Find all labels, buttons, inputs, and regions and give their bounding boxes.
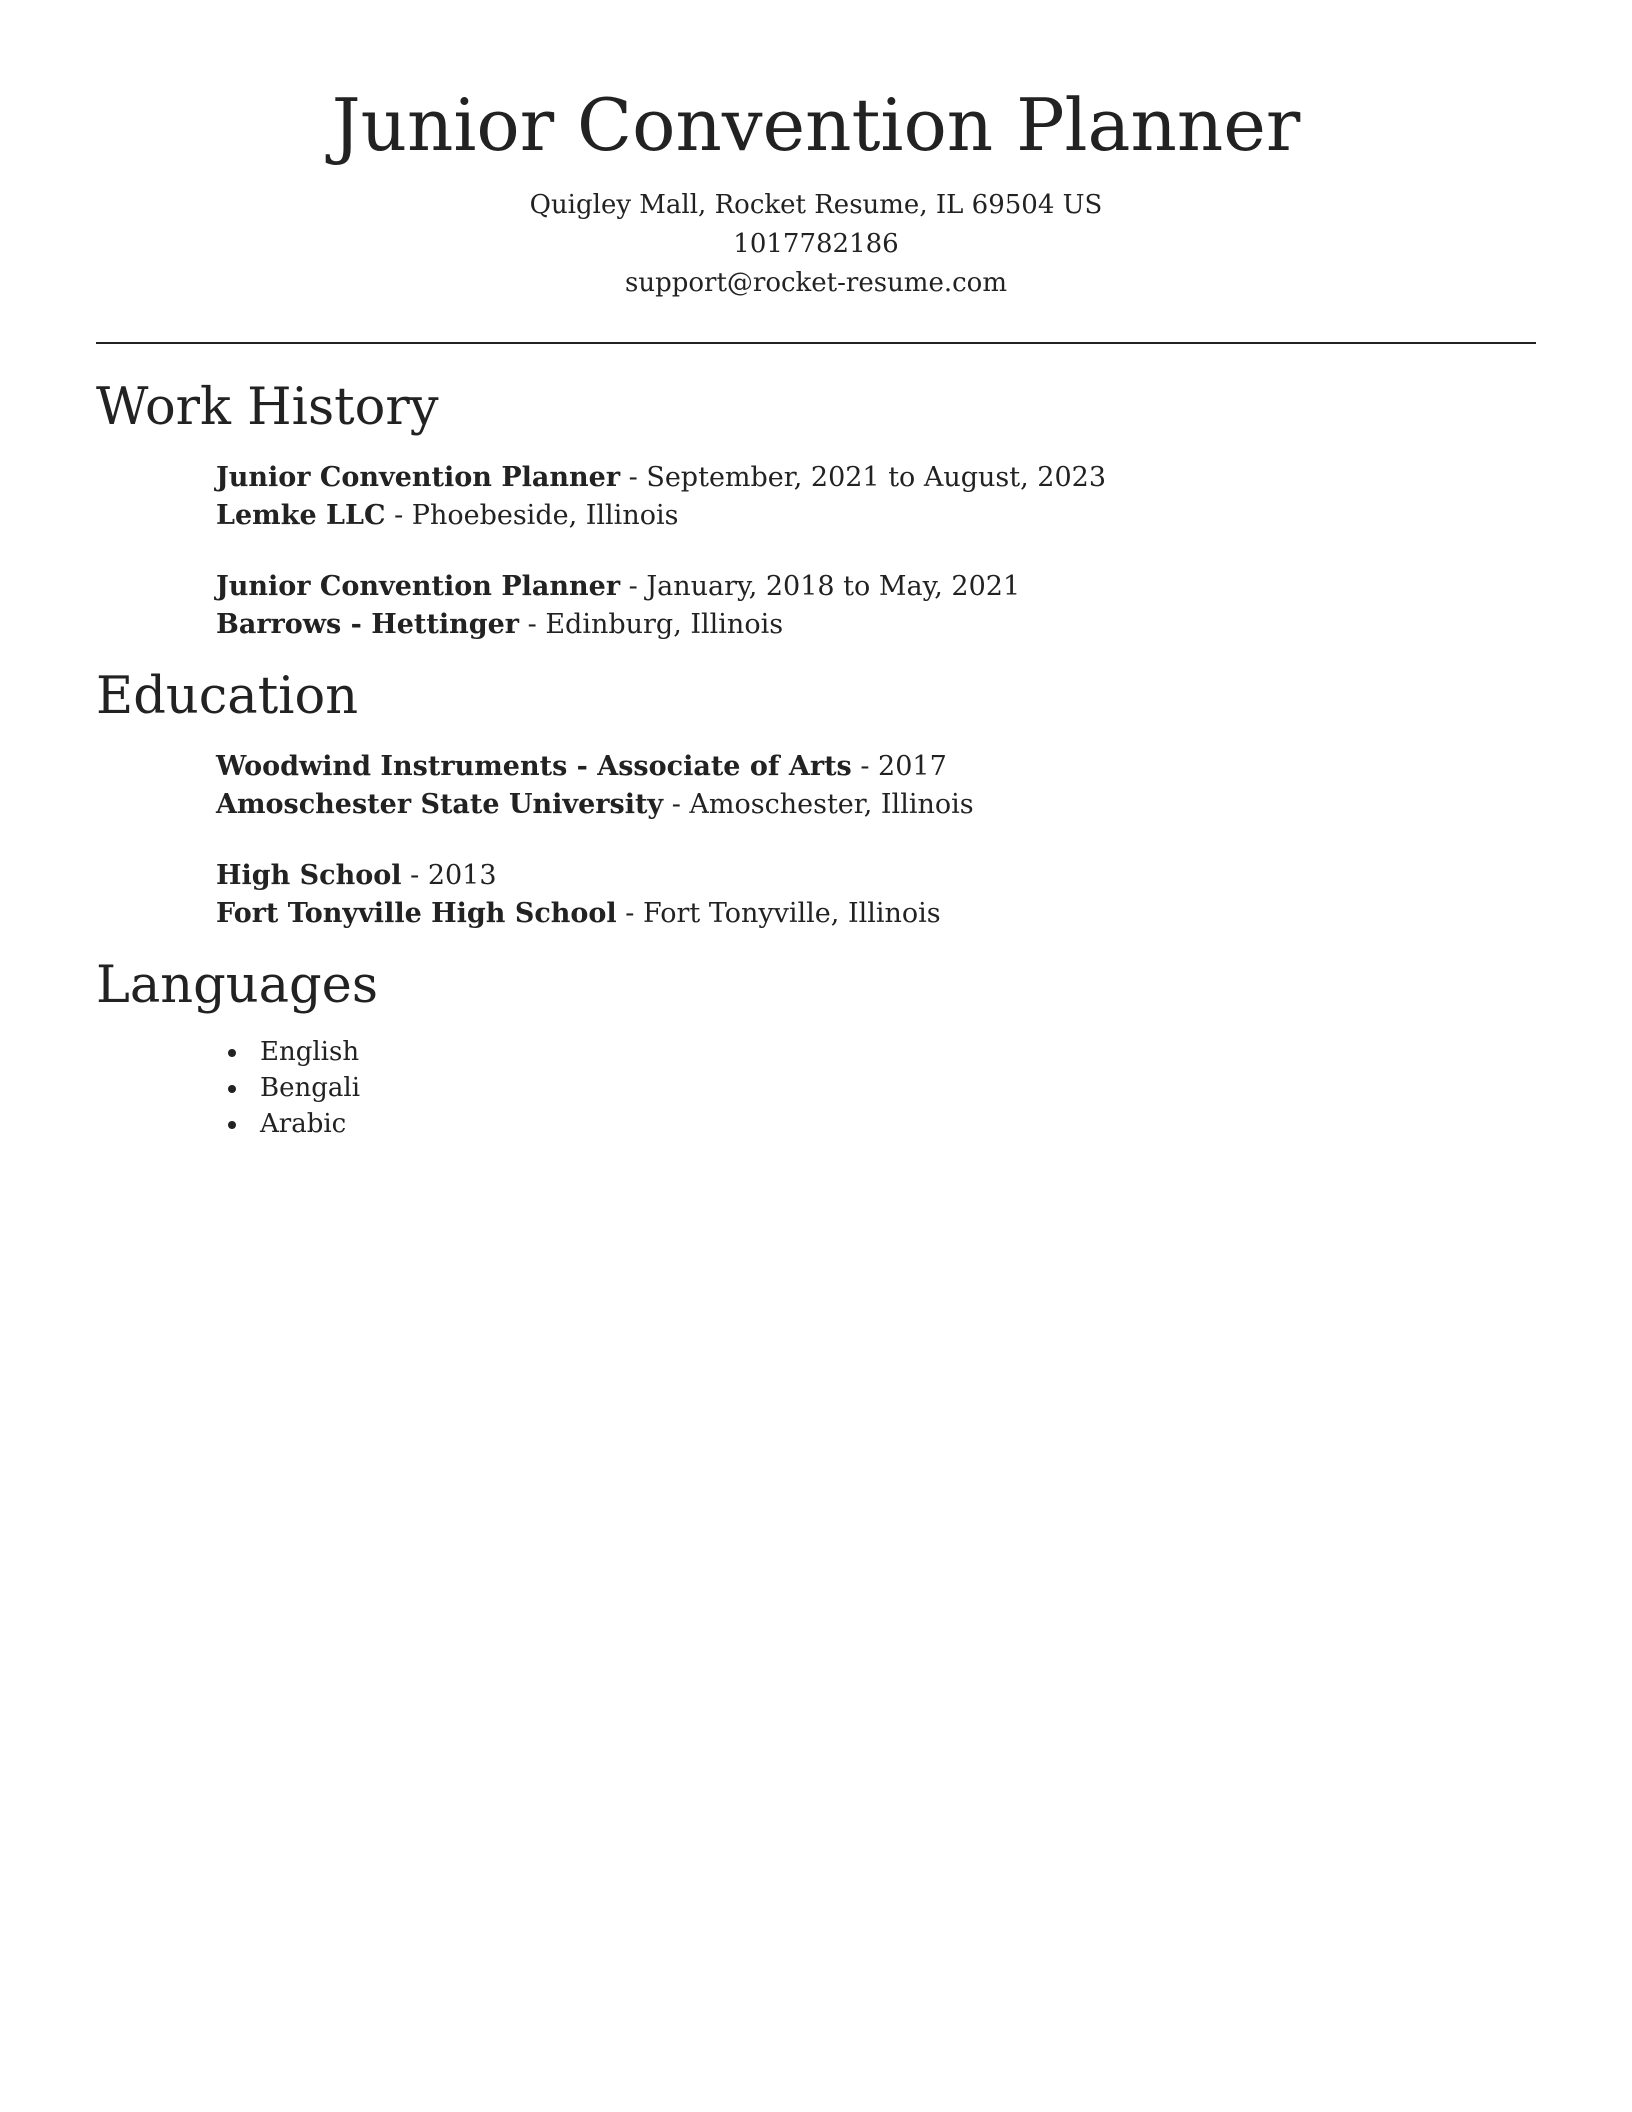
language-name: Bengali [260,1073,361,1103]
company-name: Barrows - Hettinger [216,609,520,640]
education-entry [216,857,941,933]
section-title-work-history: Work History [96,378,439,437]
languages-list [216,1034,360,1142]
graduation-year: - 2017 [851,751,947,782]
bullet-icon [228,1121,236,1129]
language-name: Arabic [260,1109,347,1139]
school-name: Amoschester State University [216,789,664,820]
address: Quigley Mall, Rocket Resume, IL 69504 US [529,190,1103,220]
bullet-icon [228,1085,236,1093]
degree: Woodwind Instruments - Associate of Arts [216,751,852,782]
job-title: Junior Convention Planner [216,462,621,493]
header-divider [96,342,1536,344]
section-title-languages: Languages [96,956,379,1015]
job-location: - Phoebeside, Illinois [385,500,679,531]
job-location: - Edinburg, Illinois [519,609,784,640]
job-title: Junior Convention Planner [216,571,621,602]
contact-info [96,186,1536,303]
email: support@rocket-resume.com [624,268,1007,298]
list-item [216,1034,360,1070]
work-entry [216,459,1106,535]
work-entry [216,568,1020,644]
candidate-name: Junior Convention Planner [331,83,1301,167]
language-name: English [260,1037,360,1067]
school-location: - Amoschester, Illinois [663,789,974,820]
phone: 1017782186 [733,229,899,259]
list-item [216,1106,360,1142]
company-name: Lemke LLC [216,500,386,531]
job-dates: - September, 2021 to August, 2023 [620,462,1107,493]
education-entry [216,748,974,824]
section-title-education: Education [96,667,359,726]
job-dates: - January, 2018 to May, 2021 [620,571,1021,602]
list-item [216,1070,360,1106]
degree: High School [216,860,402,891]
school-name: Fort Tonyville High School [216,898,617,929]
resume-header [96,80,1536,303]
graduation-year: - 2013 [401,860,497,891]
bullet-icon [228,1049,236,1057]
school-location: - Fort Tonyville, Illinois [616,898,941,929]
